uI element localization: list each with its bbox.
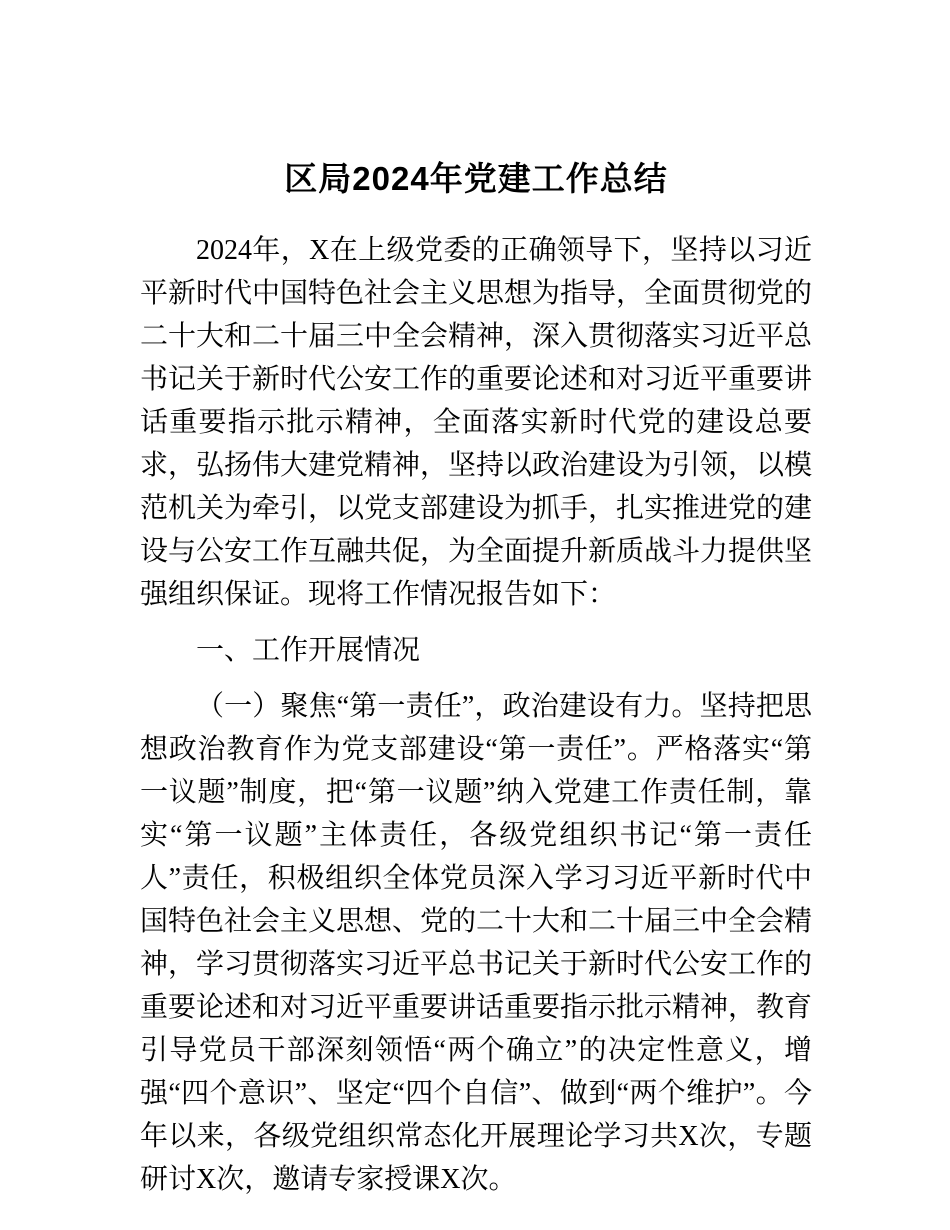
document-title: 区局2024年党建工作总结 — [284, 160, 668, 197]
intro-paragraph: 2024年，X在上级党委的正确领导下，坚持以习近平新时代中国特色社会主义思想为指导，全面贯彻党的二十大和二十届三中全会精神，深入贯彻落实习近平总书记关于新时代公安工作的重要论述和对习近平重要讲话重要指示批示精神，全面落实新时代党的建设总要求，弘扬伟大建党精神，坚持以政治建设为引领，以模范机关为牵引，以党支部建设为抓手，扎实推进党的建设与公安工作互融共促，为全面提升新质战斗力提供坚强组织保证。现将工作情况报告如下： — [140, 235, 813, 611]
body-paragraph: （一）聚焦“第一责任”，政治建设有力。坚持把思想政治教育作为党支部建设“第一责任”。严格落实“第一议题”制度，把“第一议题”纳入党建工作责任制，靠实“第一议题”主体责任，各级党组织书记“第一责任人”责任，积极组织全体党员深入学习习近平新时代中国特色社会主义思想、党的二十大和二十届三中全会精神，学习贯彻落实习近平总书记关于新时代公安工作的重要论述和对习近平重要讲话重要指示批示精神，教育引导党员干部深刻领悟“两个确立”的决定性意义，增强“四个意识”、坚定“四个自信”、做到“两个维护”。今年以来，各级党组织常态化开展理论学习共X次，专题研讨X次，邀请专家授课X次。 — [140, 691, 813, 1196]
section-heading: 一、工作开展情况 — [196, 635, 421, 667]
